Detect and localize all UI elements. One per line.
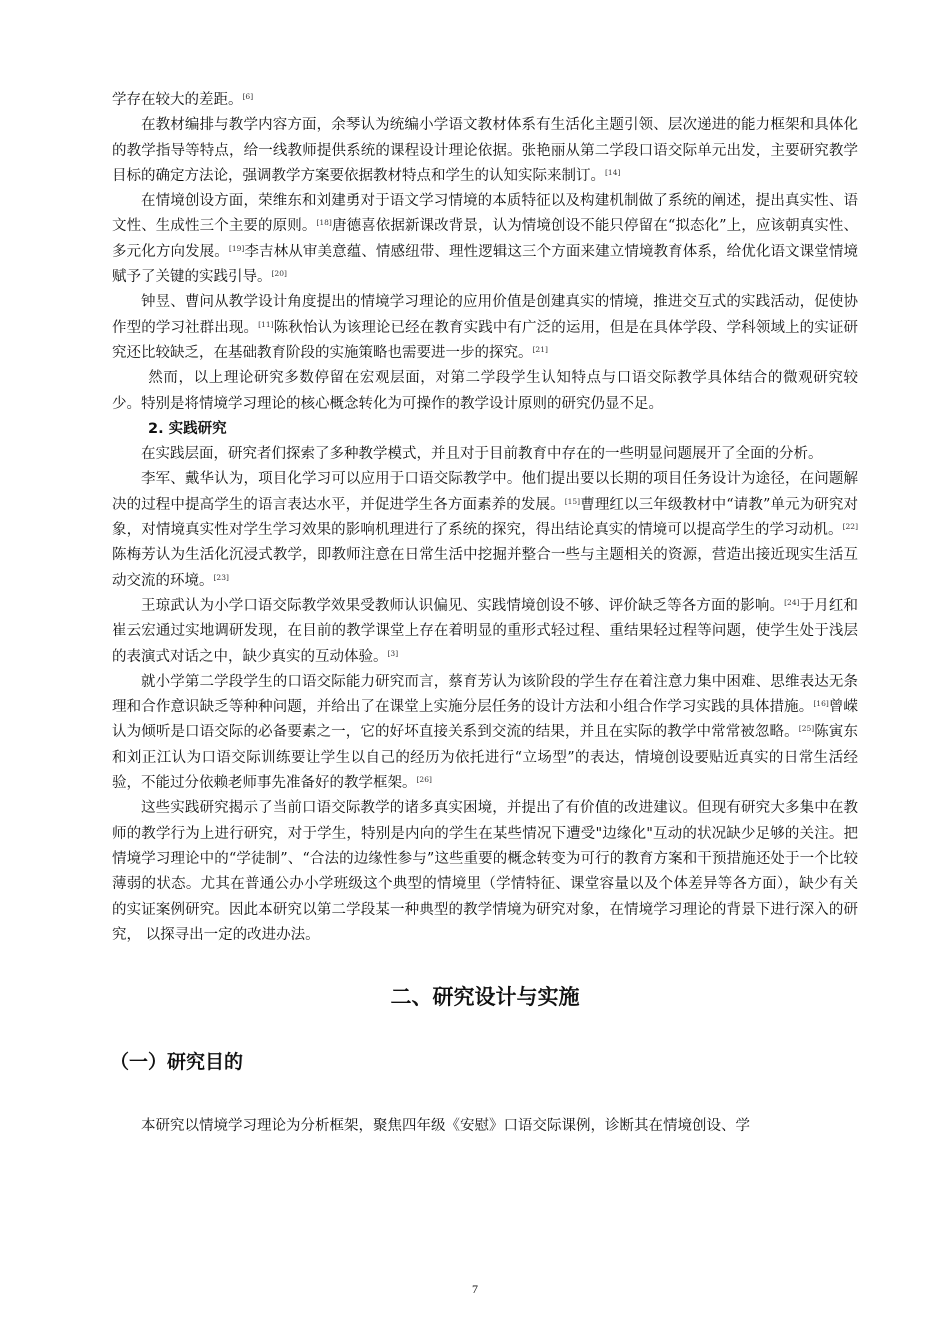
paragraph: 本研究以情境学习理论为分析框架，聚焦四年级《安慰》口语交际课例，诊断其在情境创设、学 bbox=[141, 1118, 750, 1135]
paragraph: 在教材编排与教学内容方面，余琴认为统编小学语文教材体系有生活化主题引领、层次递进的能力框架和具体化的教学指导等特点，给一线教师提供系统的课程设计理论依据。张艳丽从第二学段口语交际单元出发，主要研究教学目标的确定方法论，强调教学方案要依据教材特点和学生的认知实际来制订。[14] bbox=[112, 117, 858, 184]
section-heading: 二、研究设计与实施 bbox=[390, 985, 580, 1010]
paragraph: 李军、戴华认为，项目化学习可以应用于口语交际教学中。他们提出要以长期的项目任务设计为途径，在问题解决的过程中提高学生的语言表达水平，并促进学生各方面素养的发展。[15]曹理红以三年级教材中“请教”单元为研究对象，对情境真实性对学生学习效果的影响机理进行了系统的探究，得出结论真实的情境可以提高学生的学习动机。[22]陈梅芳认为生活化沉浸式教学，即教师注意在日常生活中挖掘并整合一些与主题相关的资源，营造出接近现实生活互动交流的环境。[23] bbox=[112, 471, 858, 589]
citation: [15] bbox=[564, 496, 581, 506]
paragraph: 在实践层面，研究者们探索了多种教学模式，并且对于目前教育中存在的一些明显问题展开了全面的分析。 bbox=[141, 446, 823, 463]
citation: [25] bbox=[798, 724, 815, 734]
subheading: 2. 实践研究 bbox=[148, 420, 227, 437]
citation: [20] bbox=[271, 269, 287, 279]
citation: [14] bbox=[605, 167, 621, 177]
citation: [23] bbox=[213, 572, 229, 582]
citation: [3] bbox=[387, 648, 399, 658]
paragraph: 王琼武认为小学口语交际教学效果受教师认识偏见、实践情境创设不够、评价缺乏等各方面的影响。[24]于月红和崔云宏通过实地调研发现，在目前的教学课堂上存在着明显的重形式轻过程、重结果轻过程等问题，使学生处于浅层的表演式对话之中，缺少真实的互动体验。[3] bbox=[112, 597, 858, 665]
paragraph: 学存在较大的差距。[6] bbox=[112, 92, 254, 108]
citation: [11] bbox=[258, 319, 274, 329]
page-number: 7 bbox=[472, 1282, 478, 1296]
citation: [19] bbox=[228, 243, 245, 253]
paragraph: 就小学第二学段学生的口语交际能力研究而言，蔡育芳认为该阶段的学生存在着注意力集中困难、思维表达无条理和合作意识缺乏等种种问题，并给出了在课堂上实施分层任务的设计方法和小组合作学习实践的具体措施。[16]曾嵘认为倾听是口语交际的必备要素之一，它的好坏直接关系到交流的结果，并且在实际的教学中常常被忽略。[25]陈寅东和刘正江认为口语交际训练要让学生以自己的经历为依托进行“立场型”的表达，情境创设要贴近真实的日常生活经验，不能过分依赖老师事先准备好的教学框架。[26] bbox=[112, 673, 859, 792]
paragraph: 然而，以上理论研究多数停留在宏观层面，对第二学段学生认知特点与口语交际教学具体结合的微观研究较少。特别是将情境学习理论的核心概念转化为可操作的教学设计原则的研究仍显不足。 bbox=[112, 370, 858, 412]
citation: [26] bbox=[416, 775, 432, 785]
document-body bbox=[112, 88, 858, 1139]
citation: [21] bbox=[532, 344, 548, 354]
citation: [22] bbox=[842, 522, 858, 532]
citation: [18] bbox=[316, 218, 332, 228]
paragraph: 这些实践研究揭示了当前口语交际教学的诸多真实困境，并提出了有价值的改进建议。但现有研究大多集中在教师的教学行为上进行研究，对于学生，特别是内向的学生在某些情况下遭受"边缘化"互动的状况缺少足够的关注。把情境学习理论中的“学徒制”、“合法的边缘性参与”这些重要的概念转变为可行的教育方案和干预措施还处于一个比较薄弱的状态。尤其在普通公办小学班级这个典型的情境里（学情特征、课堂容量以及个体差异等各方面），缺少有关的实证案例研究。因此本研究以第二学段某一种典型的教学情境为研究对象，在情境学习理论的背景下进行深入的研究， 以探寻出一定的改进办法。 bbox=[112, 800, 858, 943]
paragraph: 钟昱、曹问从教学设计角度提出的情境学习理论的应用价值是创建真实的情境，推进交互式的实践活动，促使协作型的学习社群出现。[11]陈秋怡认为该理论已经在教育实践中有广泛的运用，但是在具体学段、学科领域上的实证研究还比较缺乏，在基础教育阶段的实施策略也需要进一步的探究。[21] bbox=[112, 294, 859, 361]
subsection-heading: （一）研究目的 bbox=[110, 1051, 244, 1074]
citation: [6] bbox=[242, 92, 254, 101]
citation: [16] bbox=[813, 699, 829, 709]
paragraph: 在情境创设方面，荣维东和刘建勇对于语文学习情境的本质特征以及构建机制做了系统的阐述，提出真实性、语文性、生成性三个主要的原则。[18]唐德喜依据新课改背景，认为情境创设不能只停留在“拟态化”上，应该朝真实性、多元化方向发展。[19]李吉林从审美意蕴、情感纽带、理性逻辑这三个方面来建立情境教育体系，给优化语文课堂情境赋予了关键的实践引导。[20] bbox=[112, 193, 859, 286]
citation: [24] bbox=[784, 597, 800, 607]
